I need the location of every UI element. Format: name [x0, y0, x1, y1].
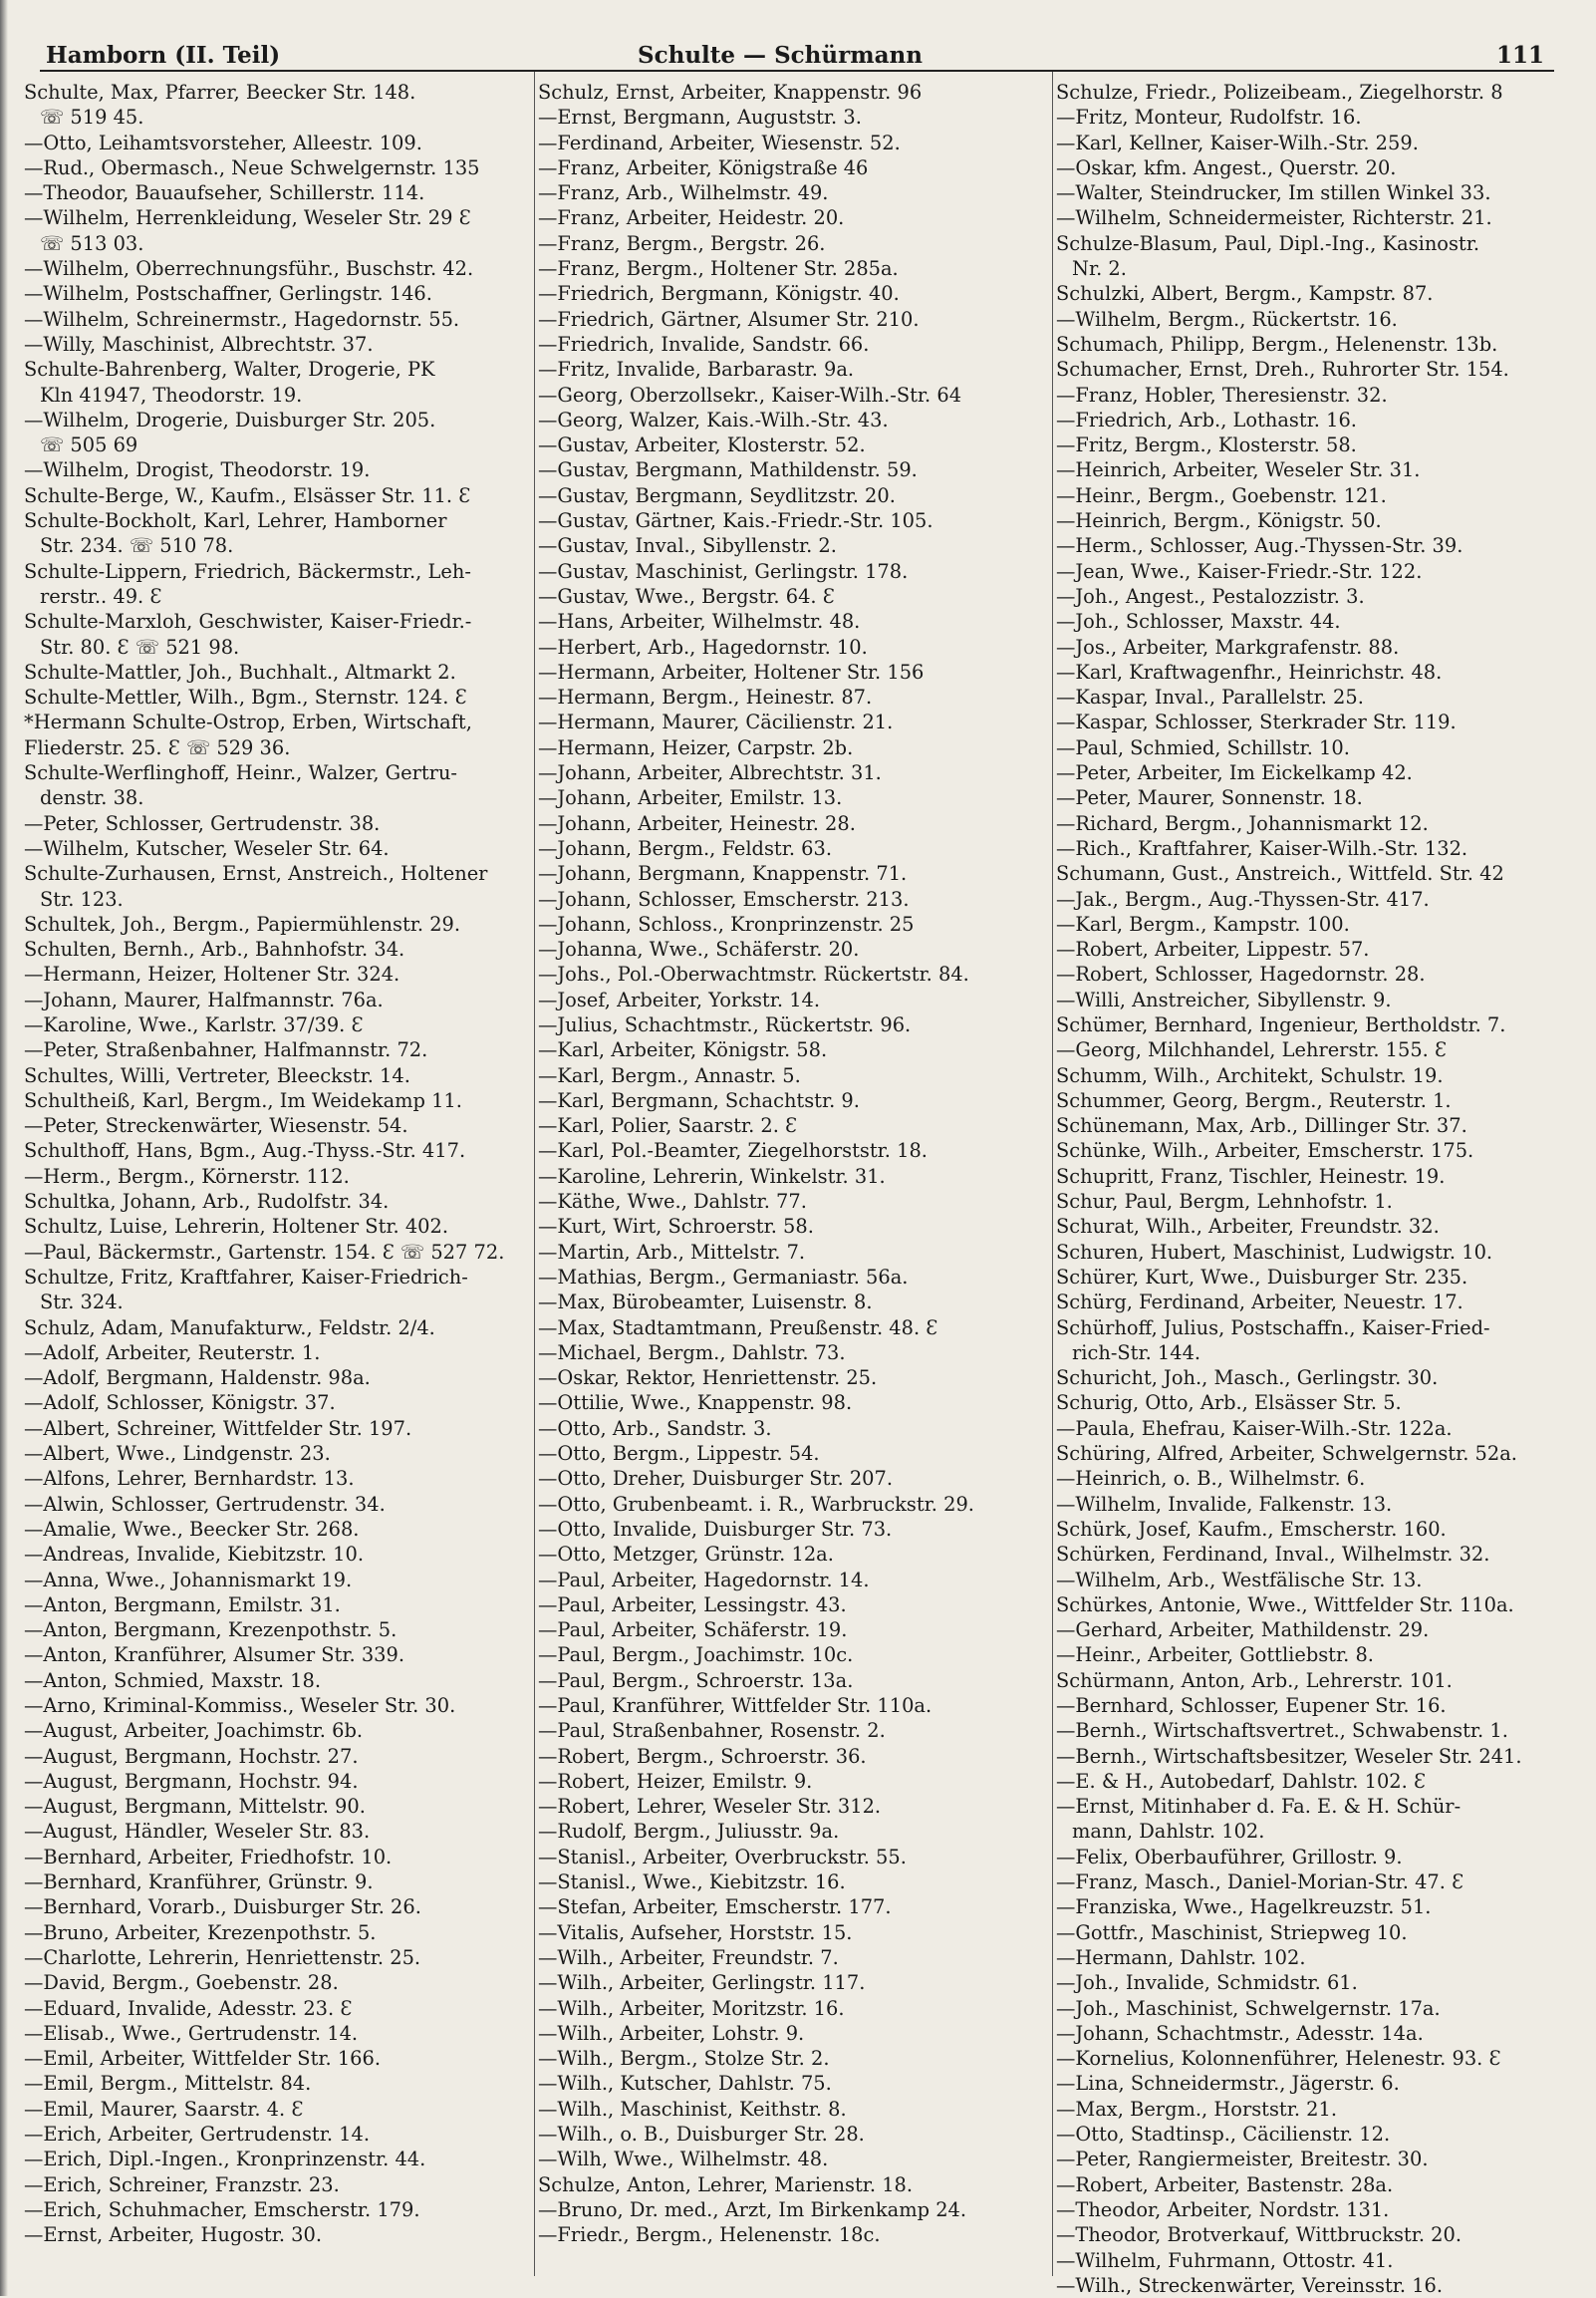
directory-entry: —Heinrich, o. B., Wilhelmstr. 6. [1056, 1467, 1366, 1491]
directory-entry: —Karoline, Lehrerin, Winkelstr. 31. [538, 1164, 886, 1188]
directory-entry: —Johann, Schloss., Kronprinzenstr. 25 [538, 912, 915, 936]
directory-entry: —Wilh., o. B., Duisburger Str. 28. [538, 2123, 865, 2147]
directory-entry: —Peter, Schlosser, Gertrudenstr. 38. [24, 811, 381, 835]
directory-entry: —Otto, Metzger, Grünstr. 12a. [538, 1543, 834, 1567]
directory-entry: —Gustav, Arbeiter, Klosterstr. 52. [538, 433, 866, 457]
directory-entry: —Peter, Streckenwärter, Wiesenstr. 54. [24, 1114, 408, 1138]
directory-entry: Schulte-Mettler, Wilh., Bgm., Sternstr. 124. Ɛ [24, 686, 467, 710]
directory-entry: —Robert, Schlosser, Hagedornstr. 28. [1056, 963, 1426, 987]
directory-column-2 [538, 80, 1054, 2272]
directory-entry: —Paul, Bergm., Schroerstr. 13a. [538, 1668, 854, 1692]
directory-entry: —Wilhelm, Fuhrmann, Ottostr. 41. [1056, 2248, 1394, 2272]
directory-entry: —Otto, Dreher, Duisburger Str. 207. [538, 1467, 893, 1491]
directory-entry: —Emil, Maurer, Saarstr. 4. Ɛ [24, 2097, 304, 2121]
directory-entry: —Franz, Arbeiter, Heidestr. 20. [538, 206, 845, 230]
directory-entry: —Karl, Bergmann, Schachtstr. 9. [538, 1088, 860, 1112]
directory-entry: —Paula, Ehefrau, Kaiser-Wilh.-Str. 122a. [1056, 1416, 1453, 1440]
directory-entry: —Käthe, Wwe., Dahlstr. 77. [538, 1190, 807, 1214]
directory-entry: —Friedrich, Invalide, Sandstr. 66. [538, 332, 870, 356]
directory-entry: —Friedrich, Arb., Lothastr. 16. [1056, 408, 1357, 431]
directory-entry: Schultka, Johann, Arb., Rudolfstr. 34. [24, 1190, 390, 1214]
directory-entry: —Paul, Schmied, Schillstr. 10. [1056, 735, 1350, 759]
directory-entry: Schürk, Josef, Kaufm., Emscherstr. 160. [1056, 1517, 1447, 1541]
directory-entry: —Wilh., Arbeiter, Freundstr. 7. [538, 1945, 839, 1969]
directory-entry: —Georg, Oberzollsekr., Kaiser-Wilh.-Str. 64 [538, 383, 962, 407]
directory-entry: —Johann, Schachtmstr., Adesstr. 14a. [1056, 2021, 1424, 2045]
directory-entry: —Max, Stadtamtmann, Preußenstr. 48. Ɛ [538, 1315, 938, 1339]
directory-entry: rich-Str. 144. [1072, 1340, 1201, 1364]
directory-entry: —Amalie, Wwe., Beecker Str. 268. [24, 1517, 360, 1541]
directory-entry: —August, Arbeiter, Joachimstr. 6b. [24, 1719, 364, 1743]
directory-entry: —Joh., Invalide, Schmidstr. 61. [1056, 1971, 1358, 1995]
directory-entry: —Bernh., Wirtschaftsvertret., Schwabenstr. 1. [1056, 1719, 1508, 1743]
directory-entry: Schulte, Max, Pfarrer, Beecker Str. 148. [24, 81, 416, 104]
directory-entry: —Fritz, Invalide, Barbarastr. 9a. [538, 358, 855, 382]
directory-entry: —Alwin, Schlosser, Gertrudenstr. 34. [24, 1492, 386, 1516]
directory-entry: —Julius, Schachtmstr., Rückertstr. 96. [538, 1012, 912, 1036]
directory-entry: —Bernhard, Vorarb., Duisburger Str. 26. [24, 1895, 421, 1919]
directory-entry: —Heinr., Bergm., Goebenstr. 121. [1056, 483, 1387, 507]
directory-entry: —Stanisl., Arbeiter, Overbruckstr. 55. [538, 1845, 907, 1868]
directory-entry: —Andreas, Invalide, Kiebitzstr. 10. [24, 1543, 364, 1567]
directory-entry: —Albert, Wwe., Lindgenstr. 23. [24, 1442, 331, 1466]
directory-entry: —Otto, Stadtinsp., Cäcilienstr. 12. [1056, 2123, 1391, 2147]
page-number: 111 [1495, 42, 1544, 69]
directory-entry: Nr. 2. [1072, 257, 1127, 281]
directory-entry: —Willi, Anstreicher, Sibyllenstr. 9. [1056, 988, 1392, 1011]
directory-entry: rerstr.. 49. Ɛ [40, 584, 162, 608]
directory-entry: Schulte-Marxloh, Geschwister, Kaiser-Friedr.- [24, 610, 472, 634]
directory-entry: —Theodor, Arbeiter, Nordstr. 131. [1056, 2197, 1390, 2221]
directory-entry: —Herm., Schlosser, Aug.-Thyssen-Str. 39. [1056, 534, 1463, 558]
directory-entry: —Ferdinand, Arbeiter, Wiesenstr. 52. [538, 131, 901, 154]
directory-entry: —Gustav, Gärtner, Kais.-Friedr.-Str. 105. [538, 509, 933, 533]
directory-entry: Schulte-Bahrenberg, Walter, Drogerie, PK [24, 358, 435, 382]
directory-entry: Schulze, Anton, Lehrer, Marienstr. 18. [538, 2172, 914, 2196]
directory-entry: ☏ 505 69 [40, 433, 138, 457]
directory-entry: —Otto, Invalide, Duisburger Str. 73. [538, 1517, 893, 1541]
directory-entry: ☏ 519 45. [40, 106, 144, 130]
directory-entry: Schulten, Bernh., Arb., Bahnhofstr. 34. [24, 938, 405, 962]
directory-entry: *Hermann Schulte-Ostrop, Erben, Wirtschaft, [24, 711, 472, 734]
directory-entry: —Erich, Schreiner, Franzstr. 23. [24, 2172, 340, 2196]
directory-entry: Str. 234. ☏ 510 78. [40, 534, 234, 558]
directory-entry: —Erich, Arbeiter, Gertrudenstr. 14. [24, 2123, 370, 2147]
directory-entry: —Peter, Rangiermeister, Breitestr. 30. [1056, 2148, 1429, 2171]
directory-entry: —Karl, Arbeiter, Königstr. 58. [538, 1038, 828, 1062]
directory-entry: —Johann, Arbeiter, Albrechtstr. 31. [538, 761, 882, 785]
directory-entry: —Herbert, Arb., Hagedornstr. 10. [538, 635, 868, 659]
directory-entry: —Wilhelm, Schneidermeister, Richterstr. 21. [1056, 206, 1492, 230]
directory-entry: —Georg, Milchhandel, Lehrerstr. 155. Ɛ [1056, 1038, 1448, 1062]
directory-entry: —Willy, Maschinist, Albrechtstr. 37. [24, 332, 374, 356]
directory-entry: —Bernh., Wirtschaftsbesitzer, Weseler Str. 241. [1056, 1744, 1522, 1768]
directory-entry: —Josef, Arbeiter, Yorkstr. 14. [538, 988, 821, 1011]
directory-entry: —Oskar, Rektor, Henriettenstr. 25. [538, 1366, 878, 1390]
directory-entry: Str. 324. [40, 1291, 124, 1314]
directory-entry: —Georg, Walzer, Kais.-Wilh.-Str. 43. [538, 408, 889, 431]
directory-entry: —Gustav, Bergmann, Mathildenstr. 59. [538, 458, 918, 482]
directory-entry: —David, Bergm., Goebenstr. 28. [24, 1971, 339, 1995]
directory-entry: —Wilh, Wwe., Wilhelmstr. 48. [538, 2148, 829, 2171]
directory-entry: —Karl, Polier, Saarstr. 2. Ɛ [538, 1114, 798, 1138]
directory-entry: Schultheiß, Karl, Bergm., Im Weidekamp 11. [24, 1088, 462, 1112]
directory-entry: —Joh., Schlosser, Maxstr. 44. [1056, 610, 1341, 634]
directory-entry: —Max, Bergm., Horststr. 21. [1056, 2097, 1337, 2121]
directory-entry: —Peter, Straßenbahner, Halfmannstr. 72. [24, 1038, 428, 1062]
header-name-range: Schulte — Schürmann [638, 42, 923, 69]
directory-entry: —Felix, Oberbauführer, Grillostr. 9. [1056, 1845, 1403, 1868]
directory-entry: Kln 41947, Theodorstr. 19. [40, 383, 303, 407]
directory-entry: —Otto, Grubenbeamt. i. R., Warbruckstr. 29. [538, 1492, 974, 1516]
directory-entry: —Friedrich, Bergmann, Königstr. 40. [538, 282, 900, 306]
directory-entry: —Oskar, kfm. Angest., Querstr. 20. [1056, 155, 1397, 179]
directory-entry: —Franz, Arb., Wilhelmstr. 49. [538, 181, 829, 205]
directory-entry: —Kaspar, Inval., Parallelstr. 25. [1056, 686, 1364, 710]
directory-entry: Schulte-Mattler, Joh., Buchhalt., Altmarkt 2. [24, 660, 456, 684]
directory-entry: —Kaspar, Schlosser, Sterkrader Str. 119. [1056, 711, 1457, 734]
directory-entry: —Ernst, Bergmann, Auguststr. 3. [538, 106, 862, 130]
directory-entry: —Adolf, Bergmann, Haldenstr. 98a. [24, 1366, 371, 1390]
header-section-title: Hamborn (II. Teil) [46, 42, 281, 69]
directory-entry: —Bruno, Dr. med., Arzt, Im Birkenkamp 24. [538, 2197, 967, 2221]
directory-entry: —Wilhelm, Bergm., Rückertstr. 16. [1056, 307, 1398, 331]
directory-entry: —Ernst, Mitinhaber d. Fa. E. & H. Schür- [1056, 1795, 1462, 1819]
directory-entry: —E. & H., Autobedarf, Dahlstr. 102. Ɛ [1056, 1769, 1427, 1793]
directory-entry: —Max, Bürobeamter, Luisenstr. 8. [538, 1291, 873, 1314]
directory-entry: —Anna, Wwe., Johannismarkt 19. [24, 1568, 353, 1591]
directory-entry: —Johann, Maurer, Halfmannstr. 76a. [24, 988, 384, 1011]
directory-entry: Schultes, Willi, Vertreter, Bleeckstr. 14. [24, 1063, 410, 1087]
directory-entry: Schulzki, Albert, Bergm., Kampstr. 87. [1056, 282, 1434, 306]
directory-entry: —Bernhard, Arbeiter, Friedhofstr. 10. [24, 1845, 393, 1868]
directory-entry: Schumach, Philipp, Bergm., Helenenstr. 13b. [1056, 332, 1498, 356]
directory-entry: —Martin, Arb., Mittelstr. 7. [538, 1240, 806, 1264]
directory-entry: —August, Händler, Weseler Str. 83. [24, 1820, 371, 1844]
directory-entry: —Rudolf, Bergm., Juliusstr. 9a. [538, 1820, 840, 1844]
directory-entry: —Robert, Lehrer, Weseler Str. 312. [538, 1795, 882, 1819]
directory-entry: —Hermann, Arbeiter, Holtener Str. 156 [538, 660, 925, 684]
directory-entry: —Hans, Arbeiter, Wilhelmstr. 48. [538, 610, 861, 634]
directory-entry: —Wilhelm, Herrenkleidung, Weseler Str. 29 Ɛ [24, 206, 471, 230]
directory-entry: Schultek, Joh., Bergm., Papiermühlenstr. 29. [24, 912, 461, 936]
directory-entry: —Robert, Heizer, Emilstr. 9. [538, 1769, 813, 1793]
directory-entry: —Theodor, Brotverkauf, Wittbruckstr. 20. [1056, 2223, 1463, 2247]
directory-entry: Schümer, Bernhard, Ingenieur, Bertholdstr. 7. [1056, 1012, 1506, 1036]
directory-entry: —Karl, Kellner, Kaiser-Wilh.-Str. 259. [1056, 131, 1419, 154]
directory-entry: —Karl, Pol.-Beamter, Ziegelhorststr. 18. [538, 1139, 928, 1163]
directory-entry: —Paul, Arbeiter, Schäferstr. 19. [538, 1618, 848, 1642]
directory-entry: —Erich, Dipl.-Ingen., Kronprinzenstr. 44. [24, 2148, 426, 2171]
directory-entry: Schuricht, Joh., Masch., Gerlingstr. 30. [1056, 1366, 1439, 1390]
directory-entry: —Jos., Arbeiter, Markgrafenstr. 88. [1056, 635, 1400, 659]
directory-entry: —Friedr., Bergm., Helenenstr. 18c. [538, 2223, 881, 2247]
directory-column-1 [24, 80, 540, 2272]
directory-entry: —Ottilie, Wwe., Knappenstr. 98. [538, 1391, 853, 1415]
directory-entry: —Emil, Bergm., Mittelstr. 84. [24, 2072, 312, 2096]
directory-entry: —Fritz, Bergm., Klosterstr. 58. [1056, 433, 1357, 457]
directory-entry: Schürg, Ferdinand, Arbeiter, Neuestr. 17. [1056, 1291, 1463, 1314]
directory-entry: —Paul, Arbeiter, Lessingstr. 43. [538, 1592, 847, 1616]
directory-entry: Schulte-Lippern, Friedrich, Bäckermstr., Leh- [24, 559, 471, 583]
directory-entry: denstr. 38. [40, 786, 144, 810]
directory-entry: Schürkes, Antonie, Wwe., Wittfelder Str. 110a. [1056, 1592, 1514, 1616]
directory-entry: —Wilhelm, Arb., Westfälische Str. 13. [1056, 1568, 1423, 1591]
directory-entry: —Johann, Bergm., Feldstr. 63. [538, 836, 833, 860]
directory-entry: —Friedrich, Gärtner, Alsumer Str. 210. [538, 307, 920, 331]
directory-entry: —Walter, Steindrucker, Im stillen Winkel 33. [1056, 181, 1491, 205]
directory-entry: Schulte-Zurhausen, Ernst, Anstreich., Holtener [24, 862, 488, 886]
directory-entry: —Karl, Bergm., Annastr. 5. [538, 1063, 801, 1087]
directory-entry: —Peter, Arbeiter, Im Eickelkamp 42. [1056, 761, 1413, 785]
directory-entry: —Theodor, Bauaufseher, Schillerstr. 114. [24, 181, 425, 205]
directory-entry: —Rud., Obermasch., Neue Schwelgernstr. 135 [24, 155, 480, 179]
directory-entry: —Peter, Maurer, Sonnenstr. 18. [1056, 786, 1363, 810]
directory-entry: —Bernhard, Kranführer, Grünstr. 9. [24, 1870, 374, 1894]
directory-entry: —Gustav, Maschinist, Gerlingstr. 178. [538, 559, 909, 583]
directory-column-3 [1056, 80, 1572, 2297]
directory-entry: —Anton, Kranführer, Alsumer Str. 339. [24, 1643, 404, 1667]
directory-entry: —Franz, Bergm., Bergstr. 26. [538, 231, 826, 255]
directory-entry: Schulthoff, Hans, Bgm., Aug.-Thyss.-Str. 417. [24, 1139, 466, 1163]
directory-entry: Schürken, Ferdinand, Inval., Wilhelmstr. 32. [1056, 1543, 1490, 1567]
directory-entry: —Karl, Kraftwagenfhr., Heinrichstr. 48. [1056, 660, 1443, 684]
directory-entry: —Gottfr., Maschinist, Striepweg 10. [1056, 1920, 1408, 1944]
directory-entry: —Stefan, Arbeiter, Emscherstr. 177. [538, 1895, 892, 1919]
directory-entry: Schurat, Wilh., Arbeiter, Freundstr. 32. [1056, 1215, 1440, 1239]
directory-entry: —Joh., Maschinist, Schwelgernstr. 17a. [1056, 1996, 1441, 2020]
directory-entry: —Robert, Bergm., Schroerstr. 36. [538, 1744, 867, 1768]
directory-entry: Schuren, Hubert, Maschinist, Ludwigstr. 10. [1056, 1240, 1493, 1264]
directory-entry: —Wilhelm, Invalide, Falkenstr. 13. [1056, 1492, 1393, 1516]
directory-entry: —Bruno, Arbeiter, Krezenpothstr. 5. [24, 1920, 377, 1944]
directory-entry: —Joh., Angest., Pestalozzistr. 3. [1056, 584, 1365, 608]
directory-entry: —Anton, Schmied, Maxstr. 18. [24, 1668, 321, 1692]
directory-entry: ☏ 513 03. [40, 231, 144, 255]
directory-entry: Fliederstr. 25. Ɛ ☏ 529 36. [24, 735, 291, 759]
directory-entry: Schürer, Kurt, Wwe., Duisburger Str. 235. [1056, 1265, 1468, 1289]
directory-entry: —Johanna, Wwe., Schäferstr. 20. [538, 938, 860, 962]
directory-entry: Schummer, Georg, Bergm., Reuterstr. 1. [1056, 1088, 1452, 1112]
directory-entry: Schulz, Adam, Manufakturw., Feldstr. 2/4. [24, 1315, 435, 1339]
directory-entry: —Hermann, Maurer, Cäcilienstr. 21. [538, 711, 894, 734]
directory-entry: —Paul, Arbeiter, Hagedornstr. 14. [538, 1568, 870, 1591]
directory-entry: —Hermann, Dahlstr. 102. [1056, 1945, 1306, 1969]
directory-entry: —Franz, Masch., Daniel-Morian-Str. 47. Ɛ [1056, 1870, 1464, 1894]
directory-entry: —Rich., Kraftfahrer, Kaiser-Wilh.-Str. 132. [1056, 836, 1468, 860]
directory-entry: Str. 123. [40, 887, 124, 911]
directory-entry: Schürhoff, Julius, Postschaffn., Kaiser-Fried- [1056, 1315, 1490, 1339]
page-edge-shadow [0, 0, 8, 2296]
directory-entry: Schulte-Werflinghoff, Heinr., Walzer, Gertru- [24, 761, 457, 785]
directory-entry: Schur, Paul, Bergm, Lehnhofstr. 1. [1056, 1190, 1393, 1214]
directory-entry: Schulte-Bockholt, Karl, Lehrer, Hamborner [24, 509, 447, 533]
directory-entry: —Herm., Bergm., Körnerstr. 112. [24, 1164, 350, 1188]
directory-entry: —Bernhard, Schlosser, Eupener Str. 16. [1056, 1694, 1447, 1717]
directory-entry: —Erich, Schuhmacher, Emscherstr. 179. [24, 2197, 420, 2221]
directory-entry: —Heinrich, Arbeiter, Weseler Str. 31. [1056, 458, 1421, 482]
directory-entry: —Adolf, Arbeiter, Reuterstr. 1. [24, 1340, 321, 1364]
directory-entry: —Wilh., Arbeiter, Lohstr. 9. [538, 2021, 805, 2045]
directory-entry: —Emil, Arbeiter, Wittfelder Str. 166. [24, 2047, 382, 2071]
directory-entry: —Vitalis, Aufseher, Horststr. 15. [538, 1920, 853, 1944]
directory-entry: —Wilh., Streckenwärter, Vereinsstr. 16. [1056, 2273, 1444, 2297]
directory-entry: —Johann, Schlosser, Emscherstr. 213. [538, 887, 910, 911]
directory-entry: —Richard, Bergm., Johannismarkt 12. [1056, 811, 1429, 835]
directory-entry: —Albert, Schreiner, Wittfelder Str. 197. [24, 1416, 412, 1440]
header-rule [40, 70, 1554, 72]
directory-entry: Schultz, Luise, Lehrerin, Holtener Str. 402. [24, 1215, 449, 1239]
directory-entry: —Jean, Wwe., Kaiser-Friedr.-Str. 122. [1056, 559, 1423, 583]
directory-entry: Schulte-Berge, W., Kaufm., Elsässer Str. 11. Ɛ [24, 483, 471, 507]
directory-entry: —Paul, Straßenbahner, Rosenstr. 2. [538, 1719, 886, 1743]
directory-entry: —Franziska, Wwe., Hagelkreuzstr. 51. [1056, 1895, 1432, 1919]
directory-entry: —August, Bergmann, Mittelstr. 90. [24, 1795, 366, 1819]
directory-entry: —Otto, Leihamtsvorsteher, Alleestr. 109. [24, 131, 422, 154]
directory-entry: —Arno, Kriminal-Kommiss., Weseler Str. 30. [24, 1694, 456, 1717]
directory-entry: —Heinr., Arbeiter, Gottliebstr. 8. [1056, 1643, 1374, 1667]
directory-entry: —Hermann, Heizer, Holtener Str. 324. [24, 963, 400, 987]
directory-entry: —Otto, Arb., Sandstr. 3. [538, 1416, 772, 1440]
directory-entry: —Kornelius, Kolonnenführer, Helenestr. 93. Ɛ [1056, 2047, 1501, 2071]
directory-entry: Schünemann, Max, Arb., Dillinger Str. 37. [1056, 1114, 1467, 1138]
directory-entry: —Karl, Bergm., Kampstr. 100. [1056, 912, 1350, 936]
directory-entry: —Gerhard, Arbeiter, Mathildenstr. 29. [1056, 1618, 1430, 1642]
directory-entry: Schulz, Ernst, Arbeiter, Knappenstr. 96 [538, 81, 923, 104]
directory-entry: —August, Bergmann, Hochstr. 94. [24, 1769, 359, 1793]
directory-entry: —Heinrich, Bergm., Königstr. 50. [1056, 509, 1382, 533]
directory-entry: —Wilh., Arbeiter, Moritzstr. 16. [538, 1996, 845, 2020]
directory-entry: —Wilh., Bergm., Stolze Str. 2. [538, 2047, 830, 2071]
directory-entry: —Wilhelm, Kutscher, Weseler Str. 64. [24, 836, 390, 860]
directory-entry: —Michael, Bergm., Dahlstr. 73. [538, 1340, 846, 1364]
directory-entry: —Paul, Kranführer, Wittfelder Str. 110a. [538, 1694, 932, 1717]
directory-entry: —Ernst, Arbeiter, Hugostr. 30. [24, 2223, 323, 2247]
directory-entry: —Hermann, Bergm., Heinestr. 87. [538, 686, 873, 710]
directory-entry: —Karoline, Wwe., Karlstr. 37/39. Ɛ [24, 1012, 364, 1036]
directory-entry: —Johann, Bergmann, Knappenstr. 71. [538, 862, 908, 886]
directory-entry: Schumacher, Ernst, Dreh., Ruhrorter Str. 154. [1056, 358, 1509, 382]
directory-entry: Schürmann, Anton, Arb., Lehrerstr. 101. [1056, 1668, 1453, 1692]
directory-entry: —Robert, Arbeiter, Bastenstr. 28a. [1056, 2172, 1394, 2196]
directory-entry: —Anton, Bergmann, Emilstr. 31. [24, 1592, 341, 1616]
directory-entry: Schünke, Wilh., Arbeiter, Emscherstr. 175. [1056, 1139, 1474, 1163]
directory-entry: —Wilhelm, Oberrechnungsführ., Buschstr. 42. [24, 257, 474, 281]
directory-entry: —Anton, Bergmann, Krezenpothstr. 5. [24, 1618, 398, 1642]
directory-entry: —Fritz, Monteur, Rudolfstr. 16. [1056, 106, 1362, 130]
directory-entry: —Johann, Arbeiter, Heinestr. 28. [538, 811, 856, 835]
directory-entry: —Gustav, Wwe., Bergstr. 64. Ɛ [538, 584, 835, 608]
directory-entry: —Johs., Pol.-Oberwachtmstr. Rückertstr. 84. [538, 963, 969, 987]
directory-entry: —Wilh., Kutscher, Dahlstr. 75. [538, 2072, 832, 2096]
directory-entry: —Alfons, Lehrer, Bernhardstr. 13. [24, 1467, 355, 1491]
directory-entry: —Franz, Arbeiter, Königstraße 46 [538, 155, 869, 179]
directory-entry: —Paul, Bäckermstr., Gartenstr. 154. Ɛ ☏ 527 72. [24, 1240, 505, 1264]
directory-entry: —Eduard, Invalide, Adesstr. 23. Ɛ [24, 1996, 353, 2020]
directory-entry: Schumann, Gust., Anstreich., Wittfeld. Str. 42 [1056, 862, 1504, 886]
directory-entry: Schulze, Friedr., Polizeibeam., Ziegelhorstr. 8 [1056, 81, 1503, 104]
directory-entry: —Kurt, Wirt, Schroerstr. 58. [538, 1215, 814, 1239]
directory-entry: —Elisab., Wwe., Gertrudenstr. 14. [24, 2021, 359, 2045]
directory-entry: —Franz, Hobler, Theresienstr. 32. [1056, 383, 1388, 407]
directory-entry: —Wilhelm, Drogerie, Duisburger Str. 205. [24, 408, 436, 431]
directory-entry: —Wilhelm, Postschaffner, Gerlingstr. 146. [24, 282, 432, 306]
directory-entry: Schupritt, Franz, Tischler, Heinestr. 19. [1056, 1164, 1446, 1188]
directory-entry: —Hermann, Heizer, Carpstr. 2b. [538, 735, 854, 759]
directory-entry: —Charlotte, Lehrerin, Henriettenstr. 25. [24, 1945, 421, 1969]
directory-entry: Schüring, Alfred, Arbeiter, Schwelgernstr. 52a. [1056, 1442, 1517, 1466]
directory-entry: —August, Bergmann, Hochstr. 27. [24, 1744, 359, 1768]
directory-entry: —Robert, Arbeiter, Lippestr. 57. [1056, 938, 1370, 962]
directory-entry: —Johann, Arbeiter, Emilstr. 13. [538, 786, 843, 810]
directory-entry: —Wilh., Arbeiter, Gerlingstr. 117. [538, 1971, 866, 1995]
directory-entry: —Gustav, Bergmann, Seydlitzstr. 20. [538, 483, 896, 507]
directory-entry: Schumm, Wilh., Architekt, Schulstr. 19. [1056, 1063, 1444, 1087]
directory-entry: Schurig, Otto, Arb., Elsässer Str. 5. [1056, 1391, 1402, 1415]
directory-entry: —Mathias, Bergm., Germaniastr. 56a. [538, 1265, 909, 1289]
directory-entry: Str. 80. Ɛ ☏ 521 98. [40, 635, 240, 659]
directory-entry: —Stanisl., Wwe., Kiebitzstr. 16. [538, 1870, 846, 1894]
directory-entry: mann, Dahlstr. 102. [1072, 1820, 1265, 1844]
directory-entry: Schultze, Fritz, Kraftfahrer, Kaiser-Friedrich- [24, 1265, 468, 1289]
directory-entry: —Adolf, Schlosser, Königstr. 37. [24, 1391, 336, 1415]
directory-entry: —Wilh., Maschinist, Keithstr. 8. [538, 2097, 847, 2121]
directory-entry: —Jak., Bergm., Aug.-Thyssen-Str. 417. [1056, 887, 1430, 911]
page-header [0, 42, 1596, 72]
directory-entry: —Wilhelm, Schreinermstr., Hagedornstr. 55. [24, 307, 460, 331]
directory-entry: —Lina, Schneidermstr., Jägerstr. 6. [1056, 2072, 1400, 2096]
directory-entry: —Otto, Bergm., Lippestr. 54. [538, 1442, 820, 1466]
directory-entry: Schulze-Blasum, Paul, Dipl.-Ing., Kasinostr. [1056, 231, 1480, 255]
directory-entry: —Gustav, Inval., Sibyllenstr. 2. [538, 534, 837, 558]
directory-entry: —Wilhelm, Drogist, Theodorstr. 19. [24, 458, 371, 482]
directory-entry: —Paul, Bergm., Joachimstr. 10c. [538, 1643, 854, 1667]
directory-entry: —Franz, Bergm., Holtener Str. 285a. [538, 257, 899, 281]
